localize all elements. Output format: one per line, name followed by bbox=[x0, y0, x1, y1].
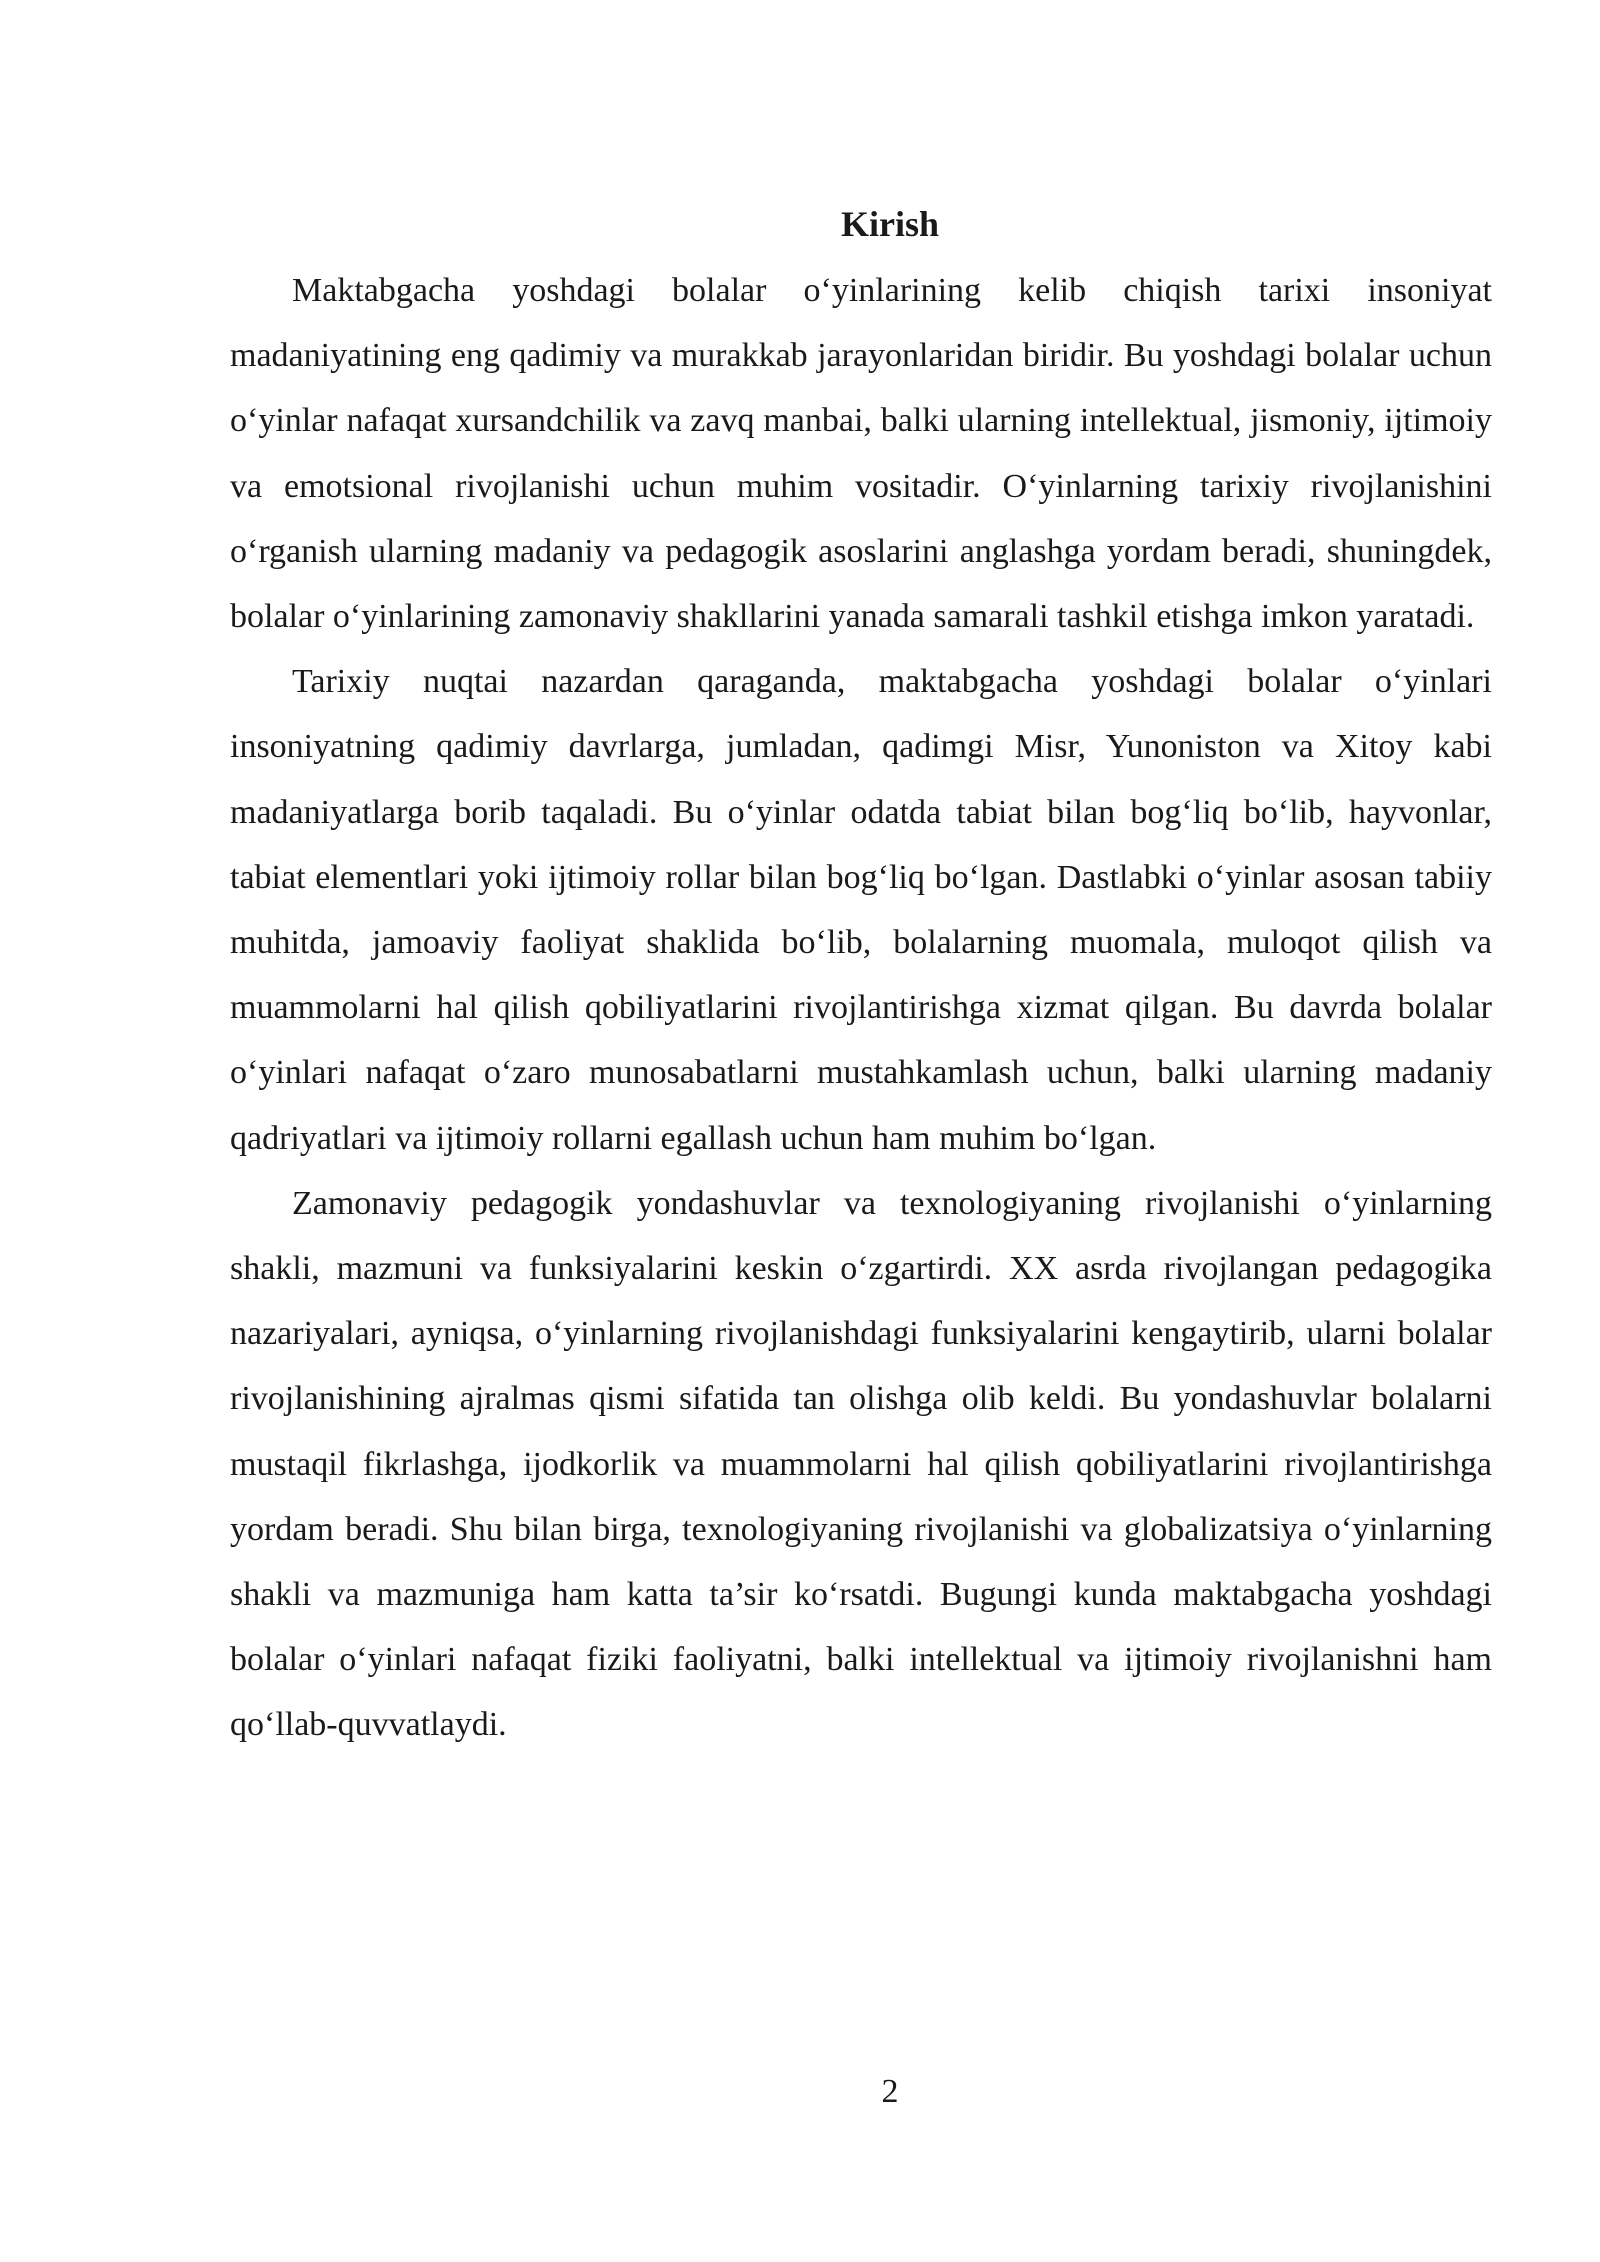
page-number: 2 bbox=[881, 2073, 899, 2110]
paragraph-2: Tarixiy nuqtai nazardan qaraganda, maktabgacha yoshdagi bolalar o‘yinlari insoniyatning qadimiy davrlarga, jumladan, qadimgi Misr, Yunoniston va Xitoy kabi madaniyatlarga borib taqaladi. Bu o‘yinlar odatda tabiat bilan bog‘liq bo‘lib, hayvonlar, tabiat elementlari yoki ijtimoiy rollar bilan bog‘liq bo‘lgan. Dastlabki o‘yinlar asosan tabiiy muhitda, jamoaviy faoliyat shaklida bo‘lib, bolalarning muomala, muloqot qilish va muammolarni hal qilish qobiliyatlarini rivojlantirishga xizmat qilgan. Bu davrda bolalar o‘yinlari nafaqat o‘zaro munosabatlarni mustahkamlash uchun, balki ularning madaniy qadriyatlari va ijtimoiy rollarni egallash uchun ham muhim bo‘lgan. bbox=[230, 663, 1492, 1157]
paragraph-3: Zamonaviy pedagogik yondashuvlar va texnologiyaning rivojlanishi o‘yinlarning shakli, mazmuni va funksiyalarini keskin o‘zgartirdi. XX asrda rivojlangan pedagogika nazariyalari, ayniqsa, o‘yinlarning rivojlanishdagi funksiyalarini kengaytirib, ularni bolalar rivojlanishining ajralmas qismi sifatida tan olishga olib keldi. Bu yondashuvlar bolalarni mustaqil fikrlashga, ijodkorlik va muammolarni hal qilish qobiliyatlarini rivojlantirishga yordam beradi. Shu bilan birga, texnologiyaning rivojlanishi va globalizatsiya o‘yinlarning shakli va mazmuniga ham katta ta’sir ko‘rsatdi. Bugungi kunda maktabgacha yoshdagi bolalar o‘yinlari nafaqat fiziki faoliyatni, balki intellektual va ijtimoiy rivojlanishni ham qo‘llab-quvvatlaydi. bbox=[230, 1184, 1492, 1744]
paragraph-1: Maktabgacha yoshdagi bolalar o‘yinlarining kelib chiqish tarixi insoniyat madaniyatining eng qadimiy va murakkab jarayonlaridan biridir. Bu yoshdagi bolalar uchun o‘yinlar nafaqat xursandchilik va zavq manbai, balki ularning intellektual, jismoniy, ijtimoiy va emotsional rivojlanishi uchun muhim vositadir. O‘yinlarning tarixiy rivojlanishini o‘rganish ularning madaniy va pedagogik asoslarini anglashga yordam beradi, shuningdek, bolalar o‘yinlarining zamonaviy shakllarini yanada samarali tashkil etishga imkon yaratadi. bbox=[230, 272, 1492, 636]
page-title: Kirish bbox=[840, 204, 939, 244]
body-text bbox=[230, 258, 1492, 1758]
